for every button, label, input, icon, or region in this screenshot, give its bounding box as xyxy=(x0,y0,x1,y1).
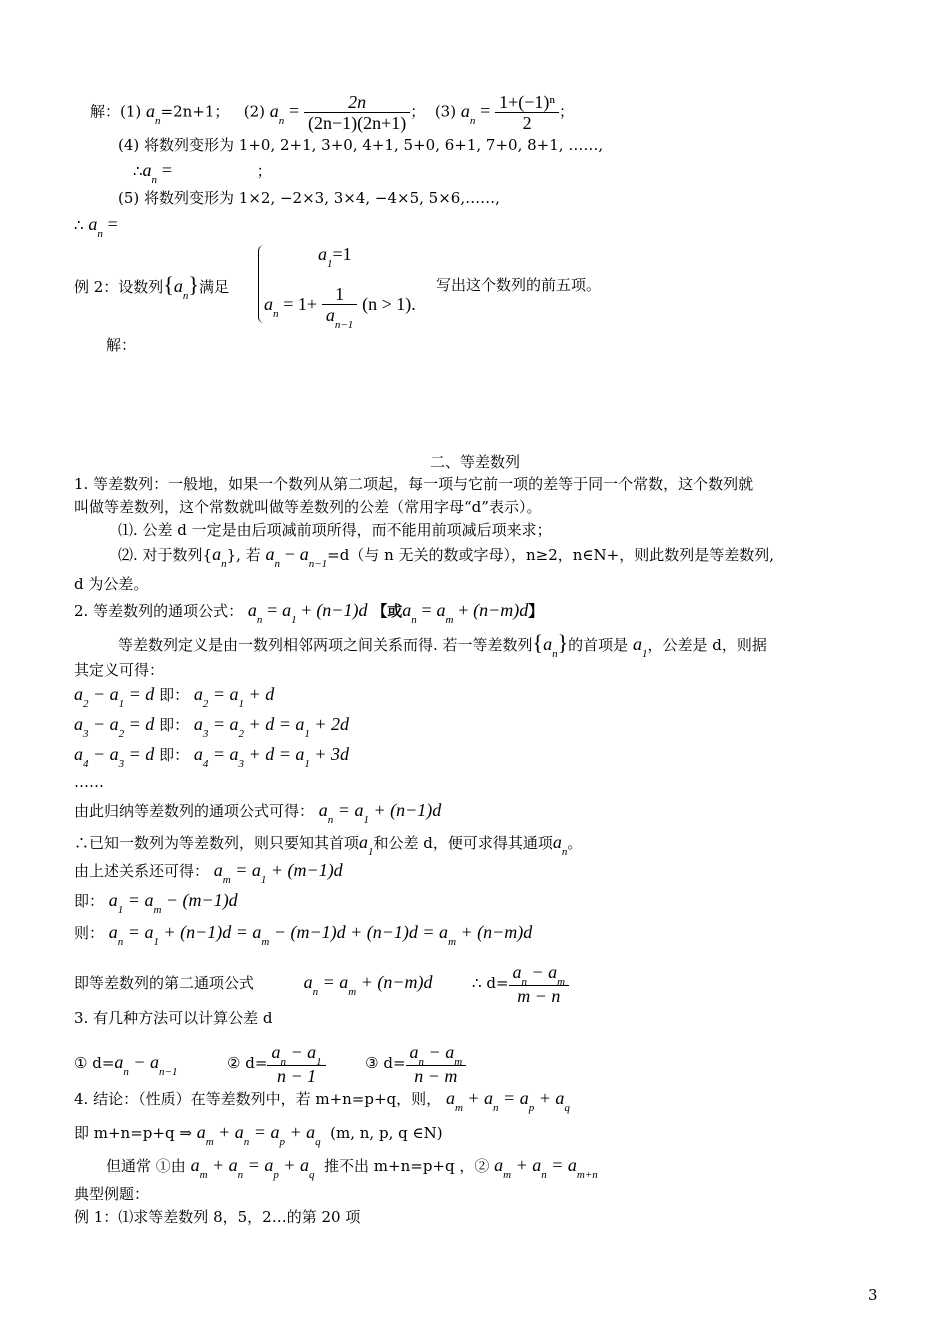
para-2-line-4: 由此归纳等差数列的通项公式可得： $a_n = a_1 + (n-1)d$ xyxy=(74,800,442,826)
para-1-line-2: 叫做等差数列，这个常数就叫做等差数列的公差（常用字母“d”表示）。 xyxy=(74,498,542,516)
example-2: 例 2：设数列$\{a_n\}$满足 xyxy=(74,272,229,302)
sol-line-3: $\therefore a_n$ = ； xyxy=(133,160,272,186)
para-2-line-1: 2. 等差数列的通项公式： $a_n = a_1 + (n-1)d$ 【或$a_n = a_m + (n-m)d$】 xyxy=(74,600,544,626)
sol-line-1: 解：(1) $a_n=2n+1$； (2) $a_n$ = $\frac{2n}{(2n-1)(2n+1)}$ ； (3) $a_n$ = $\frac{\text{1+(−1)ⁿ}}{2}$ ； xyxy=(90,92,575,133)
example-1: 例 1：⑴求等差数列 8，5，2…的第 20 项 xyxy=(74,1208,361,1226)
para-4-line-2: 即 m+n=p+q ⇒ $a_m + a_n = a_p + a_q$ (m, n, p, q ∈N) xyxy=(74,1122,443,1148)
example-2-task: 写出这个数列的前五项。 xyxy=(436,276,602,294)
para-2-line-9: 即等差数列的第二通项公式 $a_n = a_m + (n-m)d$ ∴ d= $\frac{a_n - a_m}{m - n}$ xyxy=(74,962,569,1006)
para-4-line-1: 4. 结论：（性质）在等差数列中，若 m+n=p+q，则， $a_m + a_n = a_p + a_q$ xyxy=(74,1088,570,1114)
para-4-line-3: 但通常 ①由 $a_m + a_n = a_p + a_q$ 推不出 m+n=p+q ，② $a_m + a_n = a_{m+n}$ xyxy=(106,1155,598,1181)
para-1-line-4: ⑵. 对于数列$\{a_n\}$, 若 $a_n - a_{n-1}=d$（与 n 无关的数或字母），n≥2，n∈N+，则此数列是等差数列, xyxy=(118,544,774,570)
condition-2: $a_n = 1+$ $\frac{1}{a_{n-1}}$ (n > 1). xyxy=(264,284,416,331)
sol-line-4: (5) 将数列变形为 1×2, −2×3, 3×4, −4×5, 5×6,……, xyxy=(118,189,500,207)
para-2-line-2: 等差数列定义是由一数列相邻两项之间关系而得. 若一等差数列$\{a_n\}$的首项是 $a_1$，公差是 d，则据 xyxy=(118,630,767,660)
ellipsis: …… xyxy=(74,773,104,791)
para-2-line-5: ∴已知一数列为等差数列，则只要知其首项$a_1$和公差 d，便可求得其通项$a_n$。 xyxy=(74,832,583,858)
para-3-title: 3. 有几种方法可以计算公差 d xyxy=(74,1009,273,1027)
para-1-line-3: ⑴. 公差 d 一定是由后项减前项所得，而不能用前项减后项来求； xyxy=(118,521,552,539)
para-3-methods: ① $d=a_n - a_{n-1}$ ② d= $\frac{a_n - a_1}{n - 1}$ ③ d= $\frac{a_n - a_m}{n - m}$ xyxy=(74,1042,466,1086)
section-title: 二、等差数列 xyxy=(429,453,520,471)
condition-1: $a_1=1$ xyxy=(318,244,352,270)
para-1-line-1: 1. 等差数列：一般地，如果一个数列从第二项起，每一项与它前一项的差等于同一个常数，这个数列就 xyxy=(74,475,754,493)
derivation-2: $a_3 - a_2 = d$ 即： $a_3 = a_2 + d = a_1 + 2d$ xyxy=(74,714,349,740)
sol-line-2: (4) 将数列变形为 1+0, 2+1, 3+0, 4+1, 5+0, 6+1, 7+0, 8+1, ……, xyxy=(118,136,604,154)
typical-examples: 典型例题： xyxy=(74,1185,150,1203)
para-2-line-7: 即： $a_1 = a_m - (m-1)d$ xyxy=(74,890,238,916)
para-1-line-5: d 为公差。 xyxy=(74,575,149,593)
sol-line-5: ∴ $a_n$ = xyxy=(74,214,118,240)
derivation-1: $a_2 - a_1 = d$ 即： $a_2 = a_1 + d$ xyxy=(74,684,275,710)
para-2-line-8: 则： $a_n = a_1 + (n-1)d = a_m - (m-1)d + (n-1)d = a_m + (n-m)d$ xyxy=(74,922,533,948)
fraction-3: $\frac{\text{1+(−1)ⁿ}}{2}$ xyxy=(495,92,559,133)
page-number: 3 xyxy=(868,1286,878,1304)
derivation-3: $a_4 - a_3 = d$ 即： $a_4 = a_3 + d = a_1 + 3d$ xyxy=(74,744,349,770)
para-2-line-3: 其定义可得： xyxy=(74,661,165,679)
para-2-line-6: 由上述关系还可得： $a_m = a_1 + (m-1)d$ xyxy=(74,860,343,886)
example-2-answer: 解： xyxy=(106,336,137,354)
fraction-2n: $\frac{2n}{(2n-1)(2n+1)}$ xyxy=(304,92,410,133)
